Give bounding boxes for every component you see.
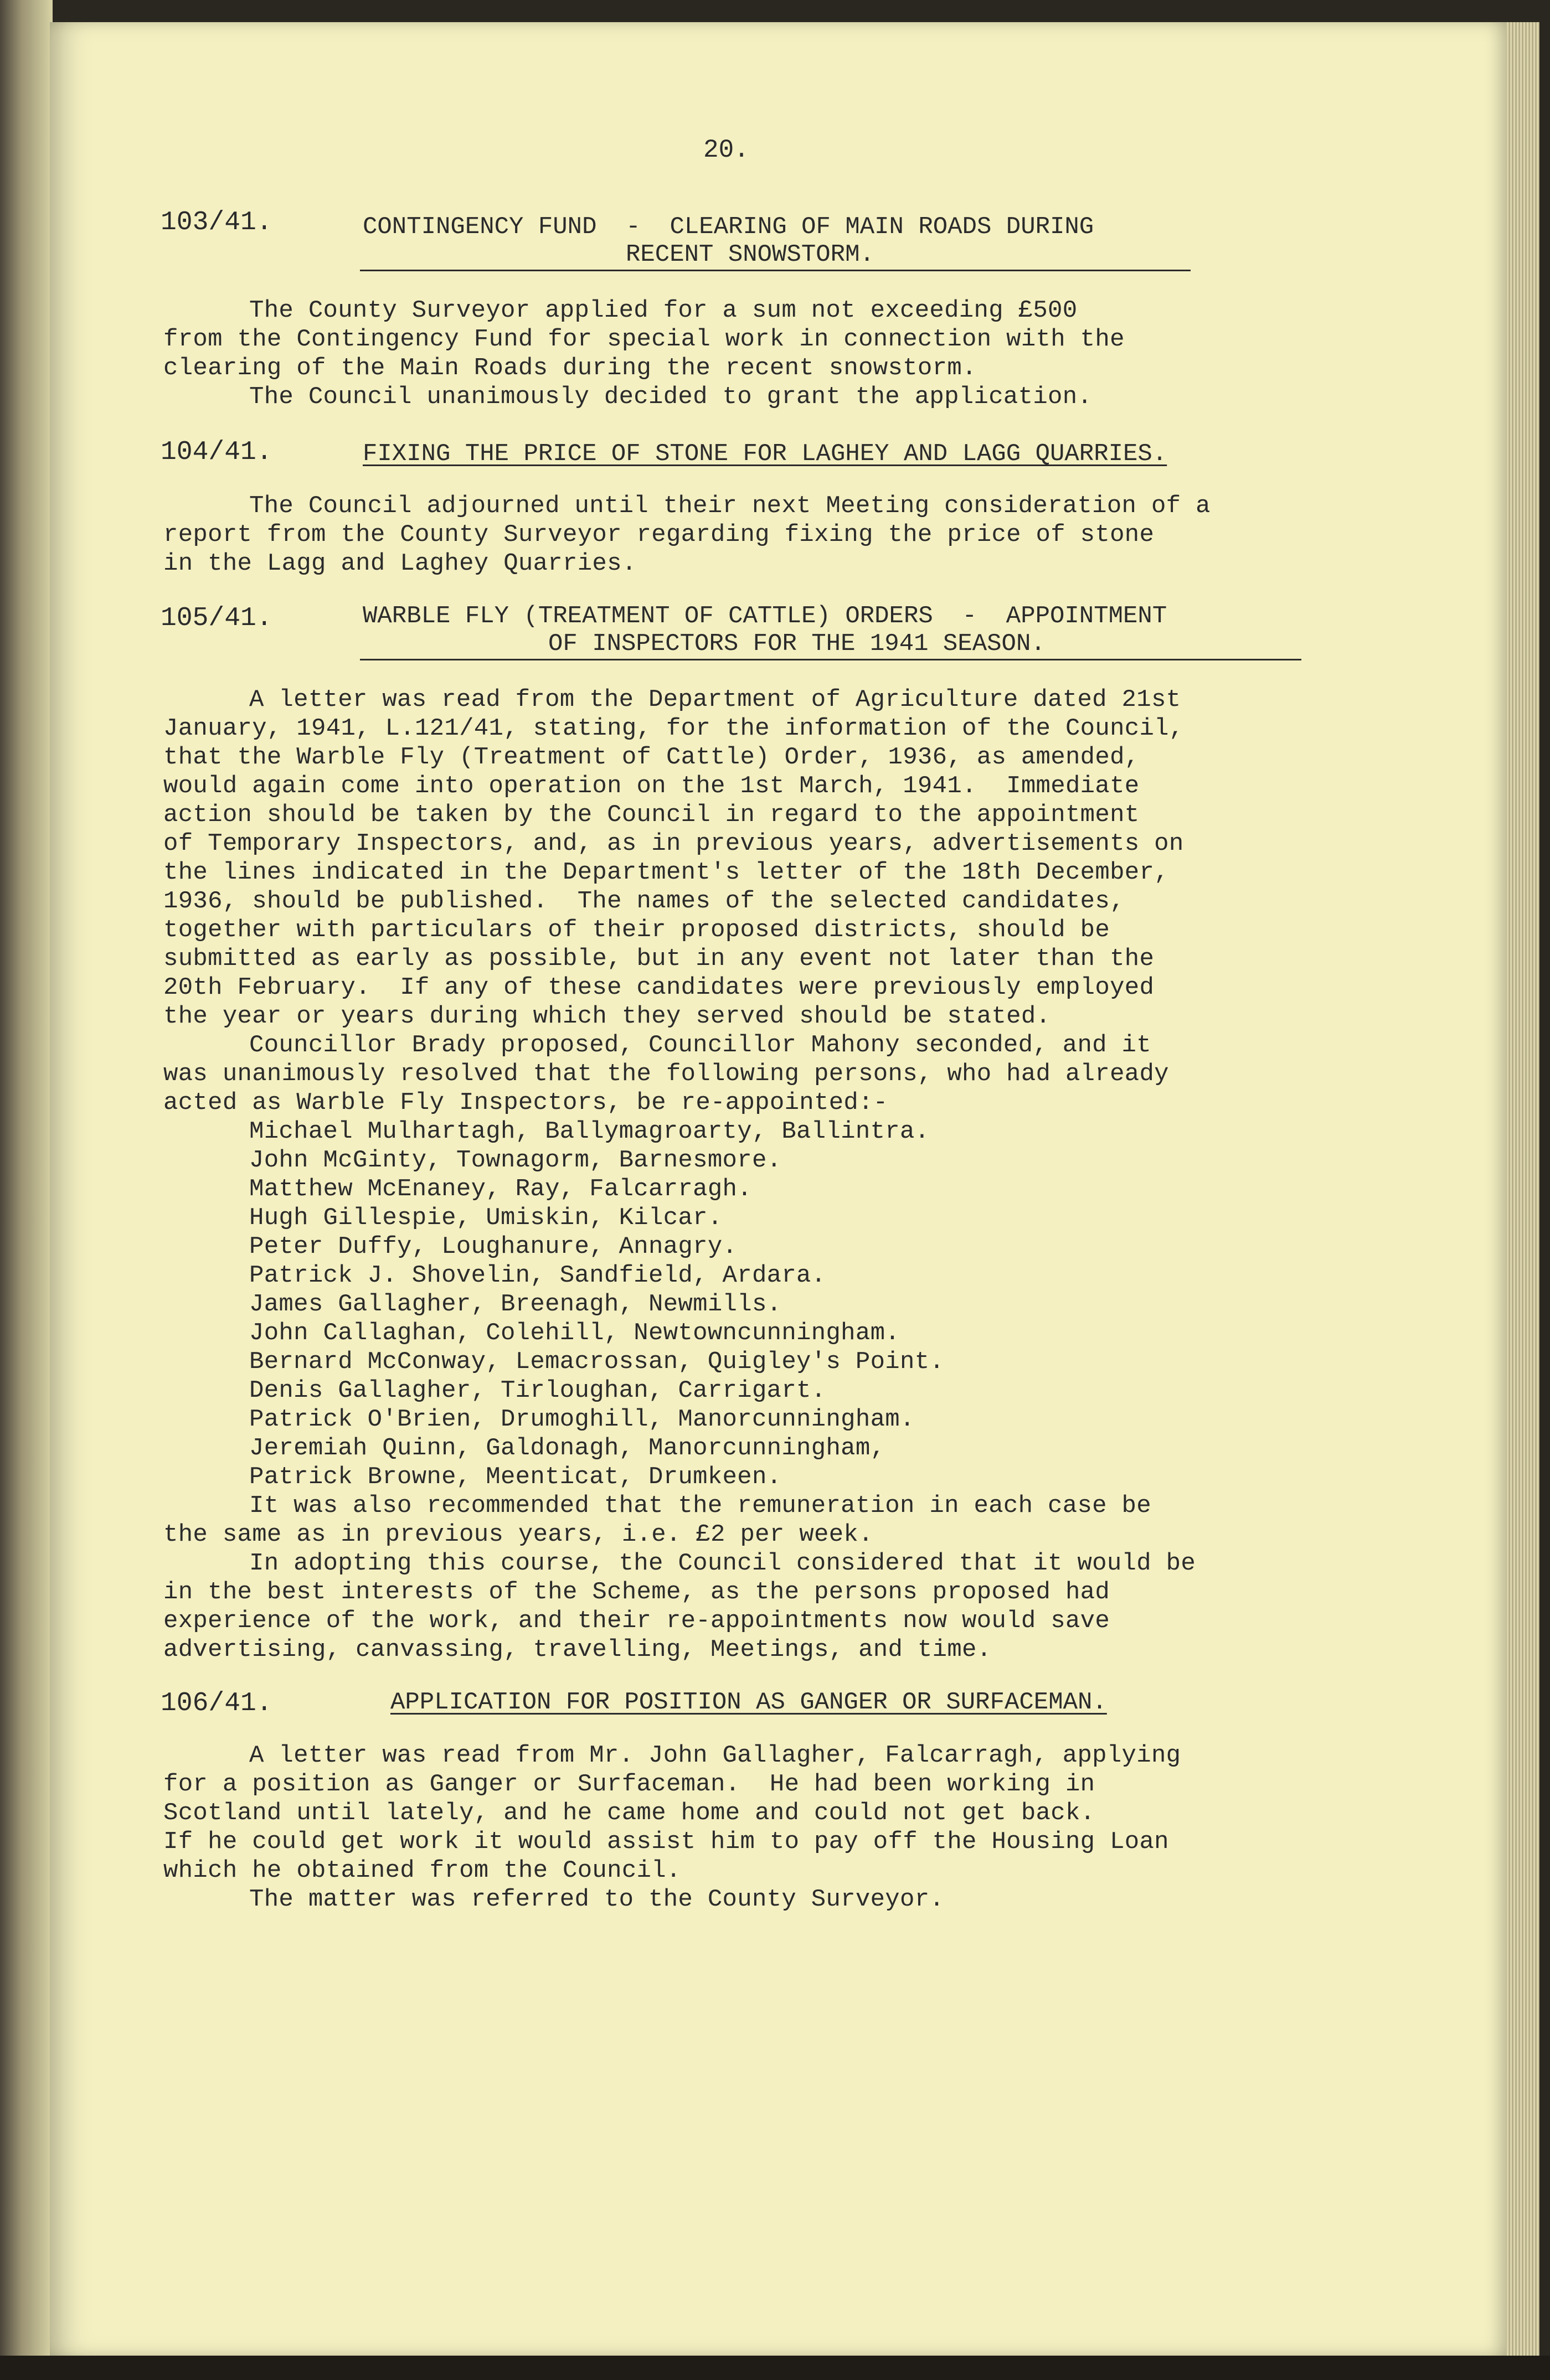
paragraph-line: The County Surveyor applied for a sum not exceeding £500 xyxy=(249,297,1078,324)
paragraph-line: 20th February. If any of these candidates were previously employed xyxy=(163,974,1155,1001)
inspector-list-item: Hugh Gillespie, Umiskin, Kilcar. xyxy=(249,1204,723,1232)
inspector-list-item: Patrick Browne, Meenticat, Drumkeen. xyxy=(249,1463,782,1491)
section-heading: WARBLE FLY (TREATMENT OF CATTLE) ORDERS - APPOINTMENT xyxy=(363,602,1167,630)
paragraph-line: A letter was read from the Department of Agriculture dated 21st xyxy=(249,686,1181,714)
inspector-list-item: Matthew McEnaney, Ray, Falcarragh. xyxy=(249,1175,752,1203)
paragraph-line: action should be taken by the Council in regard to the appointment xyxy=(163,801,1140,829)
inspector-list-item: Patrick O'Brien, Drumoghill, Manorcunningham. xyxy=(249,1406,915,1433)
paragraph-line: for a position as Ganger or Surfaceman. He had been working in xyxy=(163,1770,1095,1798)
inspector-list-item: Michael Mulhartagh, Ballymagroarty, Ballintra. xyxy=(249,1118,930,1145)
section-heading: APPLICATION FOR POSITION AS GANGER OR SURFACEMAN. xyxy=(390,1689,1107,1716)
paragraph-line: together with particulars of their proposed districts, should be xyxy=(163,916,1110,944)
paragraph-line: Councillor Brady proposed, Councillor Mahony seconded, and it xyxy=(249,1031,1151,1059)
section-heading: CONTINGENCY FUND - CLEARING OF MAIN ROADS DURING xyxy=(363,213,1094,241)
paragraph-line: the same as in previous years, i.e. £2 per week. xyxy=(163,1521,873,1548)
paragraph-line: Scotland until lately, and he came home and could not get back. xyxy=(163,1799,1095,1827)
inspector-list-item: Peter Duffy, Loughanure, Annagry. xyxy=(249,1233,738,1261)
paragraph-line: In adopting this course, the Council considered that it would be xyxy=(249,1550,1196,1577)
entry-number: 104/41. xyxy=(161,437,272,467)
paragraph-line: of Temporary Inspectors, and, as in previous years, advertisements on xyxy=(163,830,1184,858)
book-page-edges xyxy=(1506,22,1539,2356)
paragraph-line: was unanimously resolved that the following persons, who had already xyxy=(163,1060,1169,1088)
paragraph-line: from the Contingency Fund for special work in connection with the xyxy=(163,326,1125,353)
section-heading: FIXING THE PRICE OF STONE FOR LAGHEY AND LAGG QUARRIES. xyxy=(363,440,1167,468)
heading-underline xyxy=(360,270,1191,271)
document-page xyxy=(50,22,1506,2356)
paragraph-line: 1936, should be published. The names of the selected candidates, xyxy=(163,887,1125,915)
paragraph-line: The matter was referred to the County Surveyor. xyxy=(249,1886,945,1913)
inspector-list-item: James Gallagher, Breenagh, Newmills. xyxy=(249,1290,782,1318)
inspector-list-item: Patrick J. Shovelin, Sandfield, Ardara. xyxy=(249,1262,826,1289)
paragraph-line: submitted as early as possible, but in any event not later than the xyxy=(163,945,1155,973)
paragraph-line: It was also recommended that the remuneration in each case be xyxy=(249,1492,1151,1520)
scan-bottom-band xyxy=(0,2356,1550,2380)
page-number: 20. xyxy=(703,136,749,164)
paragraph-line: The Council unanimously decided to grant the application. xyxy=(249,383,1093,411)
paragraph-line: A letter was read from Mr. John Gallagher, Falcarragh, applying xyxy=(249,1742,1181,1769)
paragraph-line: report from the County Surveyor regarding fixing the price of stone xyxy=(163,521,1155,549)
paragraph-line: acted as Warble Fly Inspectors, be re-appointed:- xyxy=(163,1089,888,1117)
paragraph-line: would again come into operation on the 1st March, 1941. Immediate xyxy=(163,772,1140,800)
scan-left-edge xyxy=(0,0,53,2380)
entry-number: 103/41. xyxy=(161,208,272,238)
inspector-list-item: John Callaghan, Colehill, Newtowncunningham. xyxy=(249,1319,900,1347)
paragraph-line: the year or years during which they served should be stated. xyxy=(163,1003,1051,1030)
inspector-list-item: Bernard McConway, Lemacrossan, Quigley's Point. xyxy=(249,1348,945,1376)
paragraph-line: clearing of the Main Roads during the recent snowstorm. xyxy=(163,354,977,382)
paragraph-line: which he obtained from the Council. xyxy=(163,1857,681,1885)
paragraph-line: January, 1941, L.121/41, stating, for the information of the Council, xyxy=(163,715,1184,742)
paragraph-line: If he could get work it would assist him to pay off the Housing Loan xyxy=(163,1828,1169,1856)
paragraph-line: The Council adjourned until their next Meeting consideration of a xyxy=(249,492,1211,520)
section-heading-continued: RECENT SNOWSTORM. xyxy=(626,241,874,269)
paragraph-line: the lines indicated in the Department's letter of the 18th December, xyxy=(163,859,1169,886)
paragraph-line: experience of the work, and their re-appointments now would save xyxy=(163,1607,1110,1635)
paragraph-line: that the Warble Fly (Treatment of Cattle) Order, 1936, as amended, xyxy=(163,744,1140,771)
inspector-list-item: John McGinty, Townagorm, Barnesmore. xyxy=(249,1147,782,1174)
heading-underline xyxy=(360,659,1301,660)
paragraph-line: advertising, canvassing, travelling, Meetings, and time. xyxy=(163,1636,992,1664)
entry-number: 106/41. xyxy=(161,1689,272,1718)
entry-number: 105/41. xyxy=(161,603,272,633)
paragraph-line: in the best interests of the Scheme, as the persons proposed had xyxy=(163,1578,1110,1606)
inspector-list-item: Jeremiah Quinn, Galdonagh, Manorcunningham, xyxy=(249,1434,885,1462)
section-heading-continued: OF INSPECTORS FOR THE 1941 SEASON. xyxy=(548,630,1046,658)
paragraph-line: in the Lagg and Laghey Quarries. xyxy=(163,550,637,577)
inspector-list-item: Denis Gallagher, Tirloughan, Carrigart. xyxy=(249,1377,826,1405)
